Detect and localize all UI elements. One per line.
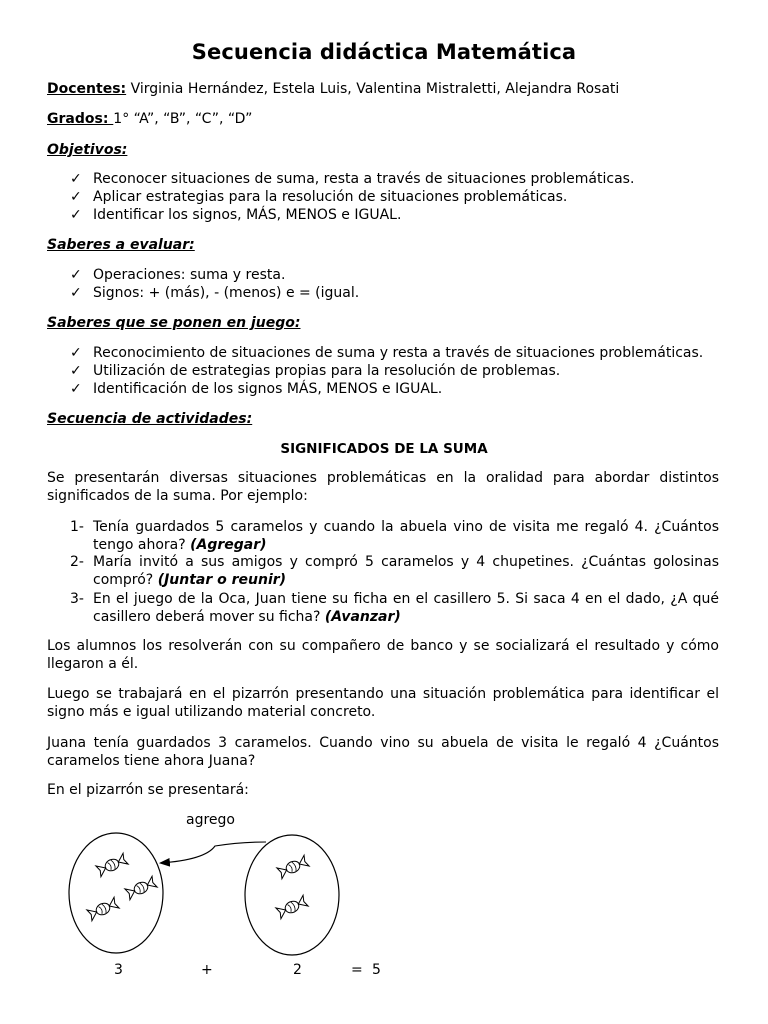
objetivos-label: Objetivos: [47,142,128,158]
saberes-juego-label: Saberes que se ponen en juego: [47,315,301,331]
objetivo-item: Reconocer situaciones de suma, resta a través de situaciones problemáticas. [93,171,635,187]
docentes-label: Docentes: [47,81,127,97]
example-tag: (Juntar o reunir) [157,572,287,588]
sum-diagram [0,820,768,970]
example-text: Tenía guardados 5 caramelos y cuando la abuela vino de visita me regaló 4. ¿Cuántos tengo ahora? [93,519,719,553]
intro-paragraph: Se presentarán diversas situaciones problemáticas en la oralidad para abordar distintos significados de la suma. Por ejemplo: [47,470,719,504]
docentes-value: Virginia Hernández, Estela Luis, Valentina Mistraletti, Alejandra Rosati [126,81,620,97]
objetivo-item: Aplicar estrategias para la resolución de situaciones problemáticas. [93,189,568,205]
equation-plus: + [201,962,213,978]
grados-line [47,110,252,128]
example-item [93,553,719,589]
paragraph-resolucion: Los alumnos los resolverán con su compañero de banco y se socializará el resultado y cómo llegaron a él. [47,638,719,672]
saberes-juego-heading [47,314,301,332]
set-right-oval [245,835,339,955]
checkmark-icon: ✓ [70,285,82,301]
objetivos-heading [47,141,127,159]
grados-value: 1° “A”, “B”, “C”, “D” [113,111,253,127]
saber-juego-item: Reconocimiento de situaciones de suma y resta a través de situaciones problemáticas. [93,345,704,361]
saberes-evaluar-label: Saberes a evaluar: [47,237,195,253]
checkmark-icon: ✓ [70,189,82,205]
paragraph-problema-juana: Juana tenía guardados 3 caramelos. Cuando vino su abuela de visita le regaló 4 ¿Cuántos caramelos tiene ahora Juana? [47,735,719,769]
example-number: 3- [70,591,84,607]
saber-juego-item: Utilización de estrategias propias para la resolución de problemas. [93,363,561,379]
example-number: 2- [70,554,84,570]
grados-label: Grados: [47,111,114,127]
saber-evaluar-item: Signos: + (más), - (menos) e = (igual. [93,285,360,301]
secuencia-heading [47,410,252,428]
arrow-icon [160,842,266,863]
example-item [93,518,719,554]
example-number: 1- [70,519,84,535]
equation-b: 2 [293,962,302,978]
checkmark-icon: ✓ [70,171,82,187]
example-tag: (Agregar) [190,537,267,553]
paragraph-pizarron: Luego se trabajará en el pizarrón presentando una situación problemática para identificar el signo más e igual utilizando material concreto. [47,686,719,720]
document-title: Secuencia didáctica Matemática [191,40,577,64]
example-text: En el juego de la Oca, Juan tiene su ficha en el casillero 5. Si saca 4 en el dado, ¿A qué casillero deberá mover su ficha? [93,591,719,625]
saber-juego-item: Identificación de los signos MÁS, MENOS e IGUAL. [93,381,443,397]
checkmark-icon: ✓ [70,267,82,283]
example-tag: (Avanzar) [324,609,401,625]
objetivo-item: Identificar los signos, MÁS, MENOS e IGUAL. [93,207,402,223]
equation-a: 3 [114,962,123,978]
section-heading: SIGNIFICADOS DE LA SUMA [280,441,488,457]
checkmark-icon: ✓ [70,345,82,361]
secuencia-label: Secuencia de actividades: [47,411,253,427]
docentes-line [47,80,619,98]
equation-result: 5 [372,962,381,978]
checkmark-icon: ✓ [70,363,82,379]
set-left-oval [69,833,163,953]
arrow-label: agrego [186,812,235,828]
equation-equals: = [351,962,363,978]
checkmark-icon: ✓ [70,381,82,397]
example-text: María invitó a sus amigos y compró 5 caramelos y 4 chupetines. ¿Cuántas golosinas compró? [93,554,719,588]
paragraph-presentara: En el pizarrón se presentará: [47,782,249,798]
saberes-evaluar-heading [47,236,195,254]
saber-evaluar-item: Operaciones: suma y resta. [93,267,286,283]
checkmark-icon: ✓ [70,207,82,223]
example-item [93,590,719,626]
